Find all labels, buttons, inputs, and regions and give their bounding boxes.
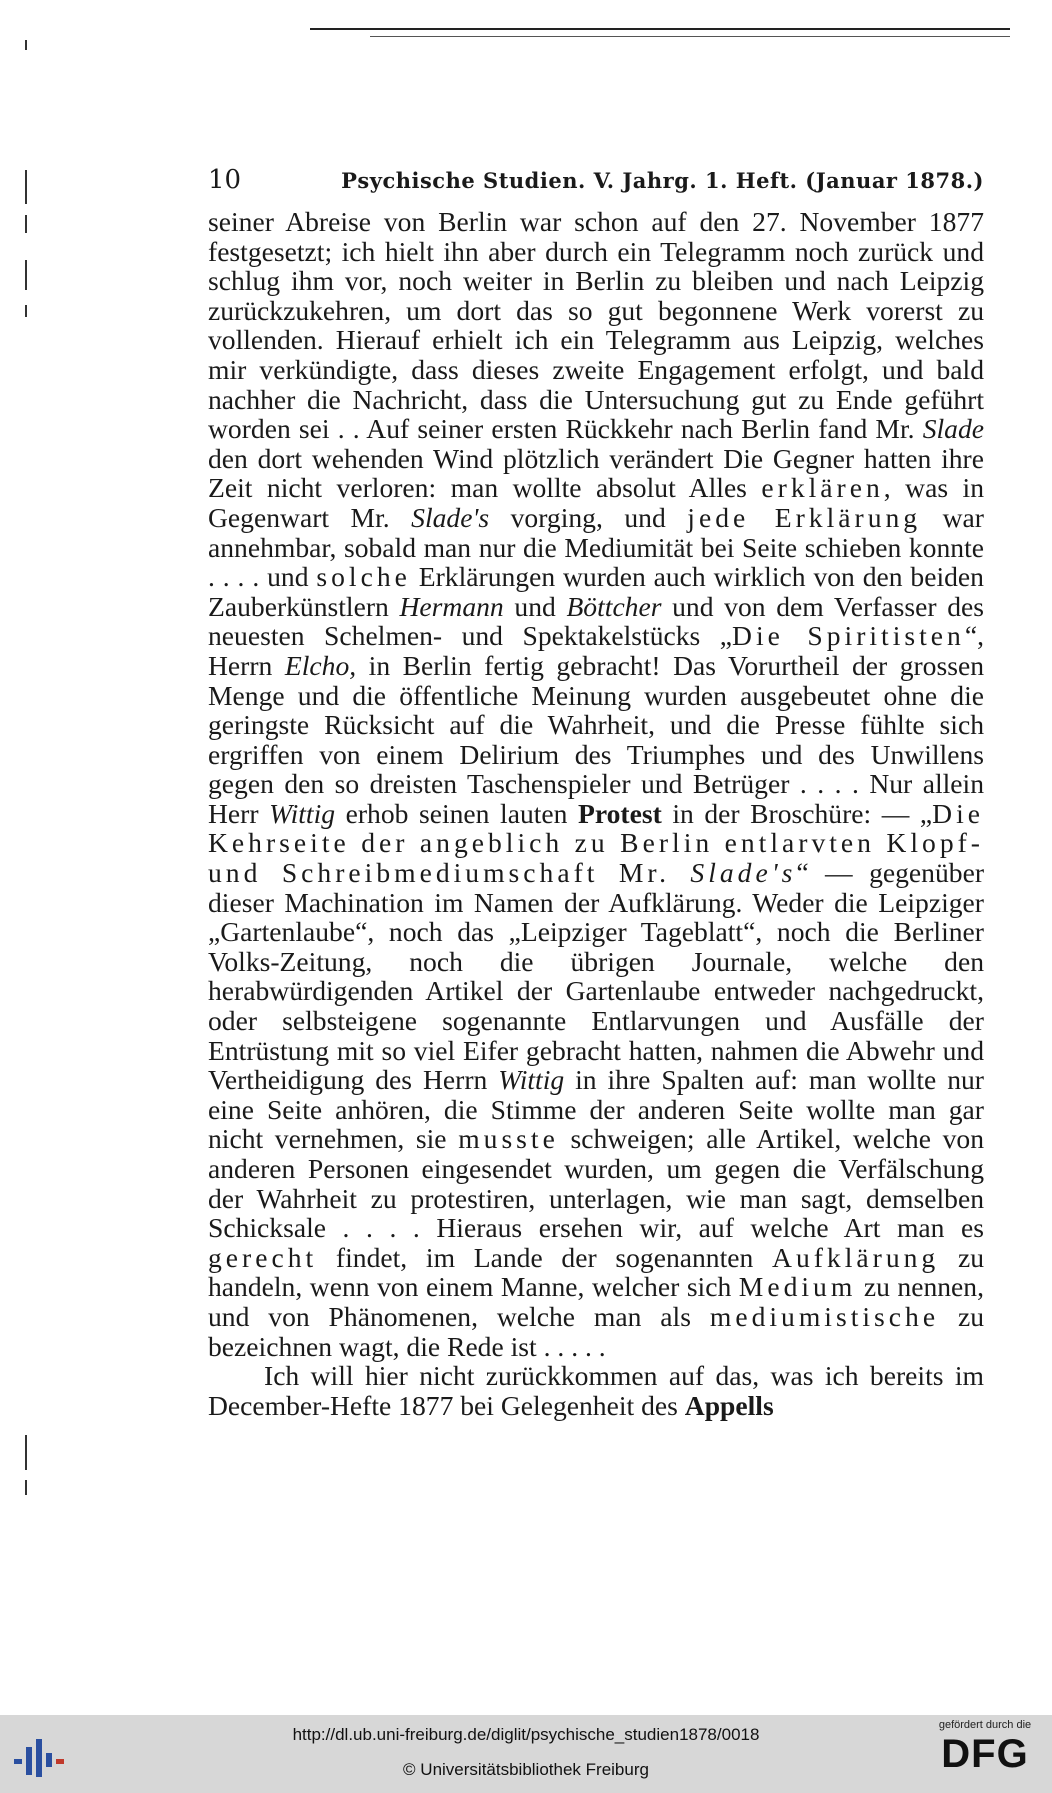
scan-edge-mark — [25, 40, 27, 50]
text-run: den dort wehenden Wind plötzlich verändert Die Gegner hatten ihre Zeit nicht verloren: man wollte absolut Alles — [208, 442, 984, 504]
text-run: seiner Abreise von Berlin war schon auf den 27. November 1877 festgesetzt; ich hielt ihn aber durch ein Telegramm noch zurück und schlug ihm vor, noch weiter in Berlin zu bleiben und nach Leipzig zurückzukehren, um dort das so gut begonnene Werk vorerst zu vollenden. Hierauf erhielt ich ein Telegramm aus Leipzig, welches mir verkündigte, dass dieses zweite Engagement erfolgt, und bald nachher die Nachricht, dass die Untersuchung gut zu Ende geführt worden sei . . Auf seiner ersten Rückkehr nach Berlin fand Mr. — [208, 206, 984, 445]
text-run: und — [503, 590, 567, 622]
spaced-text: erklären — [761, 472, 884, 504]
scan-edge-mark — [25, 1435, 27, 1470]
text-run: zu bezeichnen wagt, die Rede ist . . . . . — [208, 1300, 984, 1362]
name-slade: Slade — [922, 413, 984, 445]
spaced-text: solche — [316, 561, 411, 593]
name-wittig: Wittig — [269, 797, 336, 829]
text-run: vorging, und — [489, 501, 688, 533]
name-hermann: Hermann — [399, 590, 504, 622]
running-head — [208, 165, 984, 195]
text-run: in Berlin fertig gebracht! Das Vorurtheil der grossen Menge und die öffentliche Meinung wurden ausgebeutet ohne die geringste Rücksicht auf die Wahrheit, und die Presse fühlte sich ergriffen von einem Delirium des Triumphes und des Unwillens gegen den so dreisten Taschenspieler und Betrüger . . . . Nur allein Herr — [208, 649, 985, 829]
text-run: zu nennen, und von Phänomenen, welche man als — [208, 1271, 984, 1332]
top-rule — [310, 28, 1010, 30]
scan-edge-mark — [25, 305, 27, 317]
text-run: in der Broschüre: — „ — [661, 797, 933, 829]
name-wittig: Wittig — [498, 1064, 565, 1096]
text-run: in ihre Spalten auf: man wollte nur eine Seite anhören, die Stimme der anderen Seite wollte man gar nicht vernehmen, sie — [208, 1064, 984, 1155]
page-url[interactable]: http://dl.ub.uni-freiburg.de/diglit/psychische_studien1878/0018 — [292, 1725, 760, 1744]
body-text — [208, 207, 984, 1420]
name-slade: Slade's — [690, 857, 797, 889]
spaced-text: mediumistische — [709, 1300, 940, 1332]
text-run: Erklärungen wurden auch wirklich von den beiden Zauberkünstlern — [208, 561, 984, 622]
paragraph — [208, 207, 984, 1361]
text-run: Ich will hier nicht zurückkommen auf das, was ich bereits im December-Hefte 1877 bei Gelegenheit des — [208, 1360, 984, 1421]
text-run: “, Herrn — [208, 620, 984, 681]
name-slade: Slade's — [411, 501, 490, 533]
name-elcho: Elcho, — [284, 649, 357, 681]
footer-bar — [0, 1715, 1052, 1793]
text-run: findet, im Lande der sogenannten — [317, 1241, 773, 1273]
scan-edge-mark — [25, 215, 27, 233]
spaced-text: Die Kehrseite der angeblich zu Berlin entlarvten Klopf- und Schreibmediumschaft Mr. — [208, 797, 985, 889]
sponsor-caption: gefördert durch die — [938, 1719, 1032, 1731]
text-run: und von dem Verfasser des neuesten Schelmen- und Spektakelstücks „ — [208, 590, 984, 652]
spaced-text: Aufklärung — [772, 1241, 940, 1273]
scan-edge-mark — [25, 1480, 27, 1495]
spaced-text: musste — [458, 1123, 559, 1155]
protest-word: Protest — [578, 797, 662, 829]
dfg-logo-text: DFG — [941, 1732, 1029, 1776]
spaced-text: Medium — [738, 1271, 857, 1303]
text-run: erhob seinen lauten — [335, 797, 579, 829]
running-title: Psychische Studien. V. Jahrg. 1. Heft. (Januar 1878.) — [341, 168, 984, 193]
page-number: 10 — [208, 165, 242, 195]
text-run: “ — gegenüber dieser Machination im Namen der Aufklärung. Weder die Leipziger „Gartenlaube“, noch das „Leipziger Tageblatt“, noch die Berliner Volks-Zeitung, noch die übrigen Journale, welche den herabwürdigenden Artikel der Gartenlaube entweder nachgedruckt, oder selbsteigene sogenannte Entlarvungen und Ausfälle der Entrüstung mit so viel Eifer gebracht hatten, nahmen die Abwehr und Vertheidigung des Herrn — [208, 857, 985, 1096]
dfg-logo — [925, 1719, 1045, 1789]
name-boettcher: Böttcher — [566, 590, 662, 622]
text-run: war annehmbar, sobald man nur die Mediumität bei Seite schieben konnte . . . . und — [208, 501, 984, 593]
top-rule-thin — [370, 36, 1010, 37]
spaced-text: gerecht — [208, 1241, 318, 1273]
text-run: , was in Gegenwart Mr. — [208, 472, 985, 533]
scan-edge-mark — [25, 170, 27, 204]
appells-word: Appells — [684, 1389, 774, 1421]
spaced-text: jede Erklärung — [687, 501, 922, 533]
text-run: zu handeln, wenn von einem Manne, welcher sich — [208, 1241, 984, 1303]
text-run: schweigen; alle Artikel, welche von anderen Personen eingesendet wurden, um gegen die Verfälschung der Wahrheit zu protestiren, unterlagen, wie man sagt, demselben Schicksale . . . . Hieraus ersehen wir, auf welche Art man es — [208, 1123, 984, 1244]
spaced-text: Die Spiritisten — [732, 620, 965, 652]
page — [208, 165, 984, 1420]
paragraph — [208, 1361, 984, 1420]
scan-edge-mark — [25, 260, 27, 290]
copyright-text: © Universitätsbibliothek Freiburg — [403, 1760, 649, 1779]
